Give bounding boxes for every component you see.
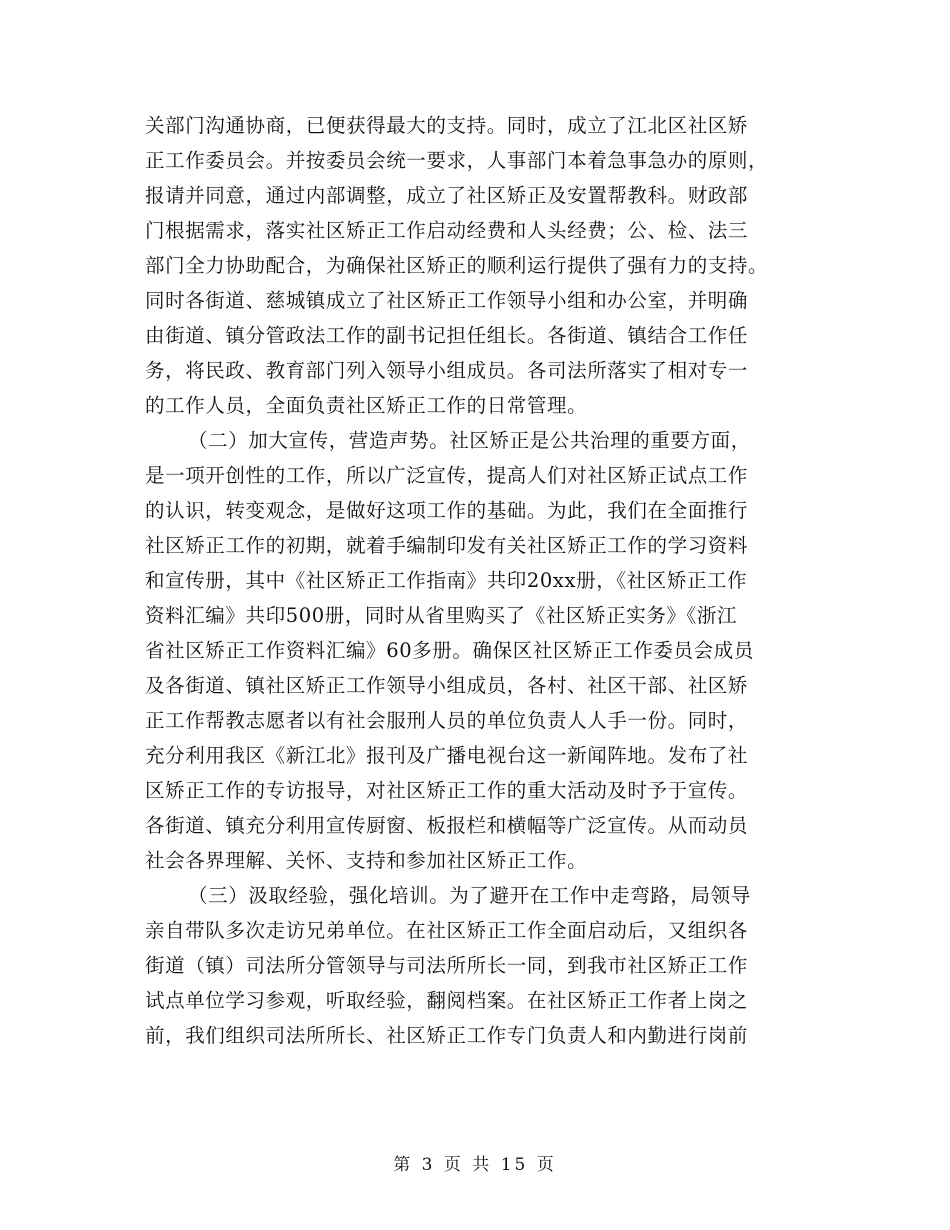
text-line: 和宣传册，其中《社区矫正工作指南》共印20xx册，《社区矫正工作 [145,569,748,592]
text-line: 正工作委员会。并按委员会统一要求，人事部门本着急事急办的原则， [145,149,769,172]
text-line: 务，将民政、教育部门列入领导小组成员。各司法所落实了相对专一 [145,359,749,382]
text-line: 正工作帮教志愿者以有社会服刑人员的单位负责人人手一份。同时， [145,709,749,732]
text-line: 及各街道、镇社区矫正工作领导小组成员，各村、社区干部、社区矫 [145,674,749,697]
text-line: 门根据需求，落实社区矫正工作启动经费和人头经费；公、检、法三 [145,219,749,242]
paragraph-start-line: （三）汲取经验，强化培训。为了避开在工作中走弯路，局领导 [188,884,751,907]
text-line: 各街道、镇充分利用宣传厨窗、板报栏和横幅等广泛宣传。从而动员 [145,814,749,837]
text-line: 亲自带队多次走访兄弟单位。在社区矫正工作全面启动后，又组织各 [145,919,749,942]
text-line: 资料汇编》共印500册，同时从省里购买了《社区矫正实务》《浙江 [145,604,738,627]
text-line: 关部门沟通协商，已便获得最大的支持。同时，成立了江北区社区矫 [145,114,749,137]
text-line: 前，我们组织司法所所长、社区矫正工作专门负责人和内勤进行岗前 [145,1024,749,1047]
text-line: 的认识，转变观念，是做好这项工作的基础。为此，我们在全面推行 [145,499,749,522]
text-line: 区矫正工作的专访报导，对社区矫正工作的重大活动及时予于宣传。 [145,779,749,802]
text-line: 社会各界理解、关怀、支持和参加社区矫正工作。 [145,849,588,872]
text-line: 社区矫正工作的初期，就着手编制印发有关社区矫正工作的学习资料 [145,534,749,557]
text-line: 是一项开创性的工作，所以广泛宣传，提高人们对社区矫正试点工作 [145,464,749,487]
text-line: 的工作人员，全面负责社区矫正工作的日常管理。 [145,394,588,417]
text-line: 同时各街道、慈城镇成立了社区矫正工作领导小组和办公室，并明确 [145,289,749,312]
text-line: 试点单位学习参观，听取经验，翻阅档案。在社区矫正工作者上岗之 [145,989,749,1012]
text-line: 充分利用我区《新江北》报刊及广播电视台这一新闻阵地。发布了社 [145,744,749,767]
text-line: 报请并同意，通过内部调整，成立了社区矫正及安置帮教科。财政部 [145,184,749,207]
text-line: 街道（镇）司法所分管领导与司法所所长一同，到我市社区矫正工作 [145,954,749,977]
text-line: 部门全力协助配合，为确保社区矫正的顺利运行提供了强有力的支持。 [145,254,769,277]
page-number-footer: 第 3 页 共 15 页 [393,1155,557,1175]
paragraph-start-line: （二）加大宣传，营造声势。社区矫正是公共治理的重要方面， [188,429,751,452]
text-line: 省社区矫正工作资料汇编》60多册。确保区社区矫正工作委员会成员 [145,639,754,662]
text-line: 由街道、镇分管政法工作的副书记担任组长。各街道、镇结合工作任 [145,324,749,347]
